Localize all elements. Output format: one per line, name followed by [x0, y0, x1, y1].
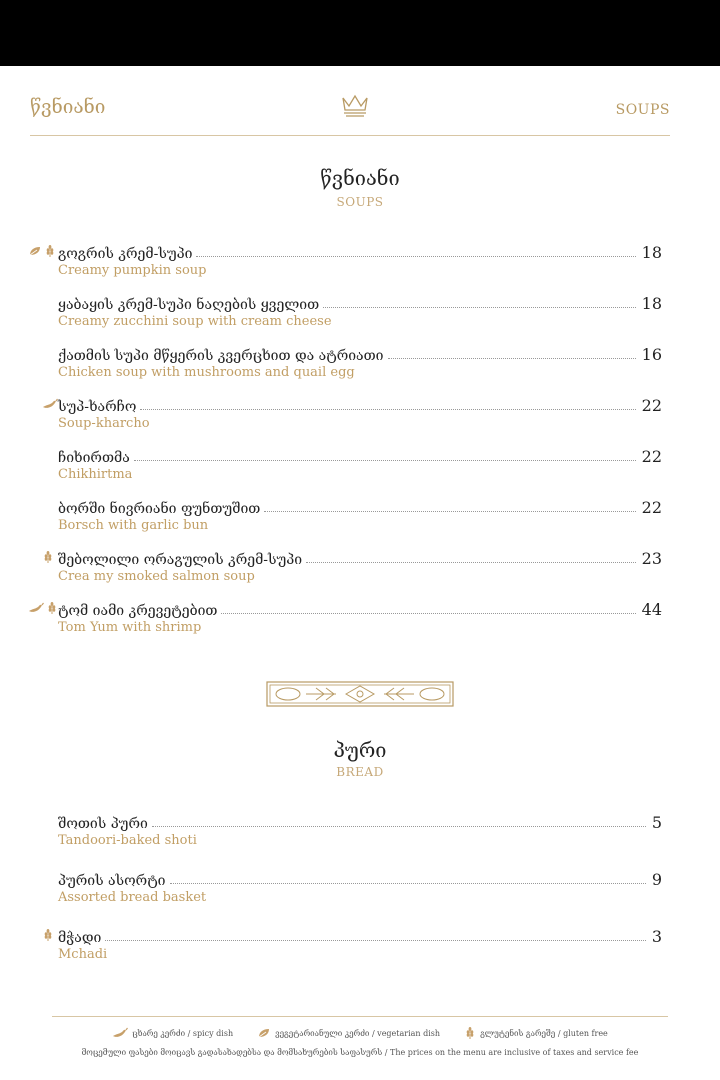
item-line	[58, 291, 662, 313]
item-name-en: Assorted bread basket	[58, 890, 207, 905]
item-name-en: Tandoori-baked shoti	[58, 833, 197, 848]
dish-icons	[42, 926, 54, 944]
menu-item	[58, 342, 662, 384]
legend-label: ცხარე კერძი / spicy dish	[132, 1028, 234, 1038]
dot-leader	[105, 940, 645, 941]
menu-item	[58, 444, 662, 486]
gluten-free-icon	[42, 550, 54, 564]
spicy-icon	[112, 1027, 128, 1039]
item-price: 16	[641, 345, 662, 364]
item-price: 9	[651, 870, 662, 889]
item-name-ka: ტომ იამი კრევეტებით	[58, 603, 218, 619]
item-price: 22	[641, 498, 662, 517]
dot-leader	[264, 511, 635, 512]
item-price: 22	[641, 447, 662, 466]
item-price: 23	[641, 549, 662, 568]
divider-ornament	[266, 681, 454, 707]
crown-icon	[340, 92, 370, 120]
item-name-ka: ჩიხირთმა	[58, 450, 130, 466]
spicy-icon	[28, 602, 44, 614]
soups-subtitle: SOUPS	[336, 195, 384, 209]
gluten-free-icon	[46, 601, 58, 615]
item-name-en: Chicken soup with mushrooms and quail egg	[58, 365, 355, 380]
footer-divider	[52, 1016, 668, 1017]
item-name-en: Borsch with garlic bun	[58, 518, 209, 533]
dot-leader	[196, 256, 635, 257]
menu-item	[58, 291, 662, 333]
item-name-en: Creamy zucchini soup with cream cheese	[58, 314, 332, 329]
item-price: 18	[641, 294, 662, 313]
item-name-ka: ყაბაყის კრემ-სუპი ნაღების ყველით	[58, 297, 320, 313]
menu-item	[58, 867, 662, 909]
item-price: 3	[651, 927, 662, 946]
dish-icons	[42, 395, 58, 413]
item-price: 22	[641, 396, 662, 415]
gluten-free-icon	[42, 928, 54, 942]
item-name-ka: შებოლილი ორაგულის კრემ-სუპი	[58, 552, 303, 568]
gluten-free-icon	[464, 1026, 476, 1040]
dot-leader	[134, 460, 636, 461]
menu-item	[58, 546, 662, 588]
item-line	[58, 546, 662, 568]
item-price: 5	[651, 813, 662, 832]
dot-leader	[388, 358, 636, 359]
item-price: 44	[641, 600, 662, 619]
menu-item	[58, 495, 662, 537]
legend	[0, 1026, 720, 1040]
footer-note: მოცემული ფასები მოიცავს გადასახადებსა და მომსახურების საფასურს / The prices on the menu are inclusive of taxes and service fee	[81, 1048, 639, 1057]
dot-leader	[170, 883, 646, 884]
item-name-ka: სუპ-ხარჩო	[58, 399, 137, 415]
item-price: 18	[641, 243, 662, 262]
dot-leader	[323, 307, 636, 308]
item-name-en: Soup-kharcho	[58, 416, 150, 431]
dot-leader	[140, 409, 635, 410]
item-name-ka: ქათმის სუპი მწყერის კვერცხით და ატრიათი	[58, 348, 384, 364]
menu-item	[58, 393, 662, 435]
header-category-ka: წვნიანი	[30, 96, 106, 118]
gluten-free-icon	[44, 244, 56, 258]
dot-leader	[221, 613, 635, 614]
item-line	[58, 597, 662, 619]
legend-item	[257, 1026, 440, 1040]
legend-label: გლუტენის გარეშე / gluten free	[480, 1028, 608, 1038]
header-category-en: SOUPS	[615, 102, 670, 118]
dish-icons	[28, 242, 56, 260]
vegetarian-icon	[28, 245, 42, 257]
item-line	[58, 495, 662, 517]
legend-label: ვეგეტარიანული კერძი / vegetarian dish	[275, 1028, 441, 1038]
menu-item	[58, 810, 662, 852]
spicy-icon	[42, 398, 58, 410]
item-name-en: Mchadi	[58, 947, 108, 962]
dish-icons	[42, 548, 54, 566]
item-line	[58, 444, 662, 466]
menu-item	[58, 597, 662, 639]
item-line	[58, 240, 662, 262]
item-name-ka: შოთის პური	[58, 816, 148, 832]
item-line	[58, 393, 662, 415]
item-line	[58, 924, 662, 946]
item-line	[58, 810, 662, 832]
vegetarian-icon	[257, 1027, 271, 1039]
item-name-ka: ბორში ნივრიანი ფუნთუშით	[58, 501, 261, 517]
legend-item	[464, 1026, 608, 1040]
menu-item	[58, 924, 662, 966]
item-line	[58, 342, 662, 364]
item-line	[58, 867, 662, 889]
item-name-en: Chikhirtma	[58, 467, 133, 482]
dot-leader	[306, 562, 636, 563]
menu-item	[58, 240, 662, 282]
item-name-ka: გოგრის კრემ-სუპი	[58, 246, 193, 262]
soups-title: წვნიანი	[320, 166, 400, 190]
item-name-en: Creamy pumpkin soup	[58, 263, 207, 278]
bread-subtitle: BREAD	[336, 765, 384, 779]
dot-leader	[152, 826, 646, 827]
item-name-ka: პურის ასორტი	[58, 873, 166, 889]
page-header	[30, 90, 670, 136]
item-name-en: Tom Yum with shrimp	[58, 620, 202, 635]
bread-title: პური	[333, 738, 387, 762]
item-name-en: Crea my smoked salmon soup	[58, 569, 255, 584]
dish-icons	[28, 599, 58, 617]
legend-item	[112, 1026, 233, 1040]
top-black-bar	[0, 0, 720, 66]
item-name-ka: მჭადი	[58, 930, 102, 946]
